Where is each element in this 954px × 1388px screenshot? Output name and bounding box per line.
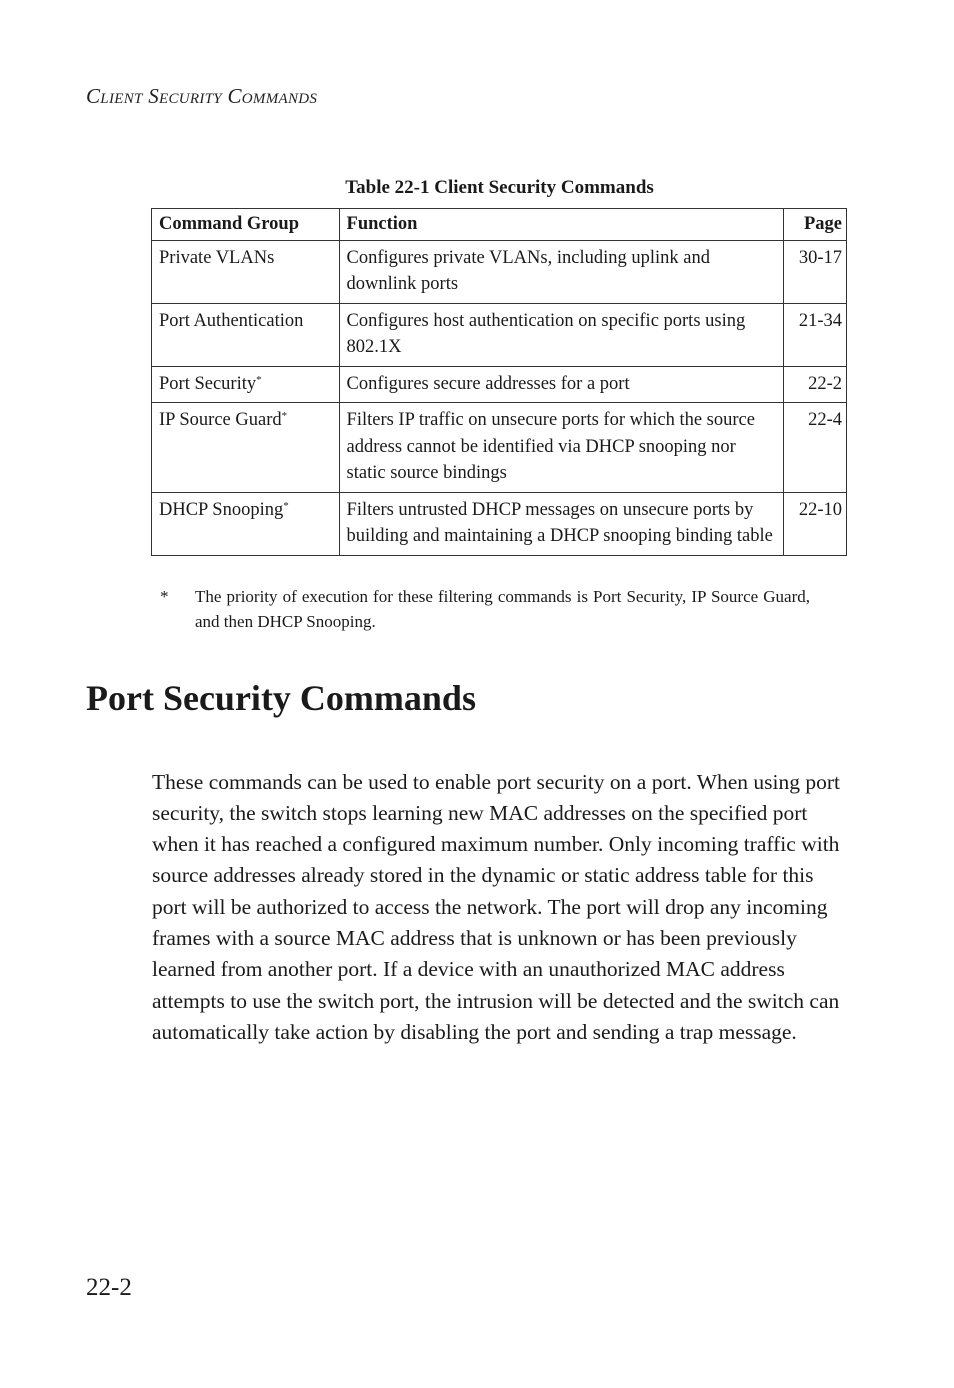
footnote-mark: *	[160, 587, 169, 606]
client-security-commands-table	[151, 208, 847, 556]
section-paragraph: These commands can be used to enable port security on a port. When using port security, the switch stops learning new MAC addresses on the specified port when it has reached a configured maximum number. Only incoming traffic with source addresses already stored in the dynamic or static address table for this port will be authorized to access the network. The port will drop any incoming frames with a source MAC address that is unknown or has been previously learned from another port. If a device with an unauthorized MAC address attempts to use the switch port, the intrusion will be detected and the switch can automatically take action by disabling the port and sending a trap message.	[152, 769, 841, 1044]
page-ref-cell: 22-2	[784, 366, 847, 403]
page-ref-cell: 22-4	[784, 403, 847, 493]
page-number: 22-2	[86, 1274, 132, 1301]
table-row	[152, 303, 847, 366]
section-title: Port Security Commands	[86, 678, 476, 718]
table-caption: Table 22-1 Client Security Commands	[345, 177, 654, 198]
table-row	[152, 240, 847, 303]
column-header-command-group: Command Group	[152, 209, 340, 241]
table-row	[152, 492, 847, 555]
command-group-text: Port Security	[159, 373, 257, 394]
running-header: Client Security Commands	[86, 84, 318, 108]
command-group-text: Port Authentication	[159, 310, 304, 331]
function-cell: Filters IP traffic on unsecure ports for which the source address cannot be identified via DHCP snooping nor static source bindings	[339, 403, 784, 493]
table-footnote	[160, 584, 810, 634]
command-group-cell	[152, 492, 340, 555]
footnote-star: *	[283, 499, 289, 512]
table-row	[152, 366, 847, 403]
command-group-text: DHCP Snooping	[159, 499, 284, 520]
footnote-star: *	[281, 410, 288, 422]
column-header-page: Page	[784, 209, 847, 241]
function-cell: Filters untrusted DHCP messages on unsecure ports by building and maintaining a DHCP snooping binding table	[339, 492, 784, 555]
function-cell: Configures secure addresses for a port	[339, 366, 784, 403]
table-row	[152, 403, 847, 493]
function-cell: Configures host authentication on specific ports using 802.1X	[339, 303, 784, 366]
command-group-cell	[152, 240, 340, 303]
page-ref-cell: 22-10	[784, 492, 847, 555]
footnote-star: *	[256, 373, 262, 386]
function-cell: Configures private VLANs, including uplink and downlink ports	[339, 240, 784, 303]
footnote-text: The priority of execution for these filtering commands is Port Security, IP Source Guard, and then DHCP Snooping.	[195, 587, 810, 631]
page-ref-cell: 30-17	[784, 240, 847, 303]
command-group-text: IP Source Guard	[159, 410, 282, 430]
command-group-cell	[152, 366, 340, 403]
table-header-row	[152, 209, 847, 241]
command-group-text: Private VLANs	[159, 247, 275, 268]
command-group-cell	[152, 403, 340, 493]
column-header-function: Function	[339, 209, 784, 241]
page-ref-cell: 21-34	[784, 303, 847, 366]
command-group-cell	[152, 303, 340, 366]
